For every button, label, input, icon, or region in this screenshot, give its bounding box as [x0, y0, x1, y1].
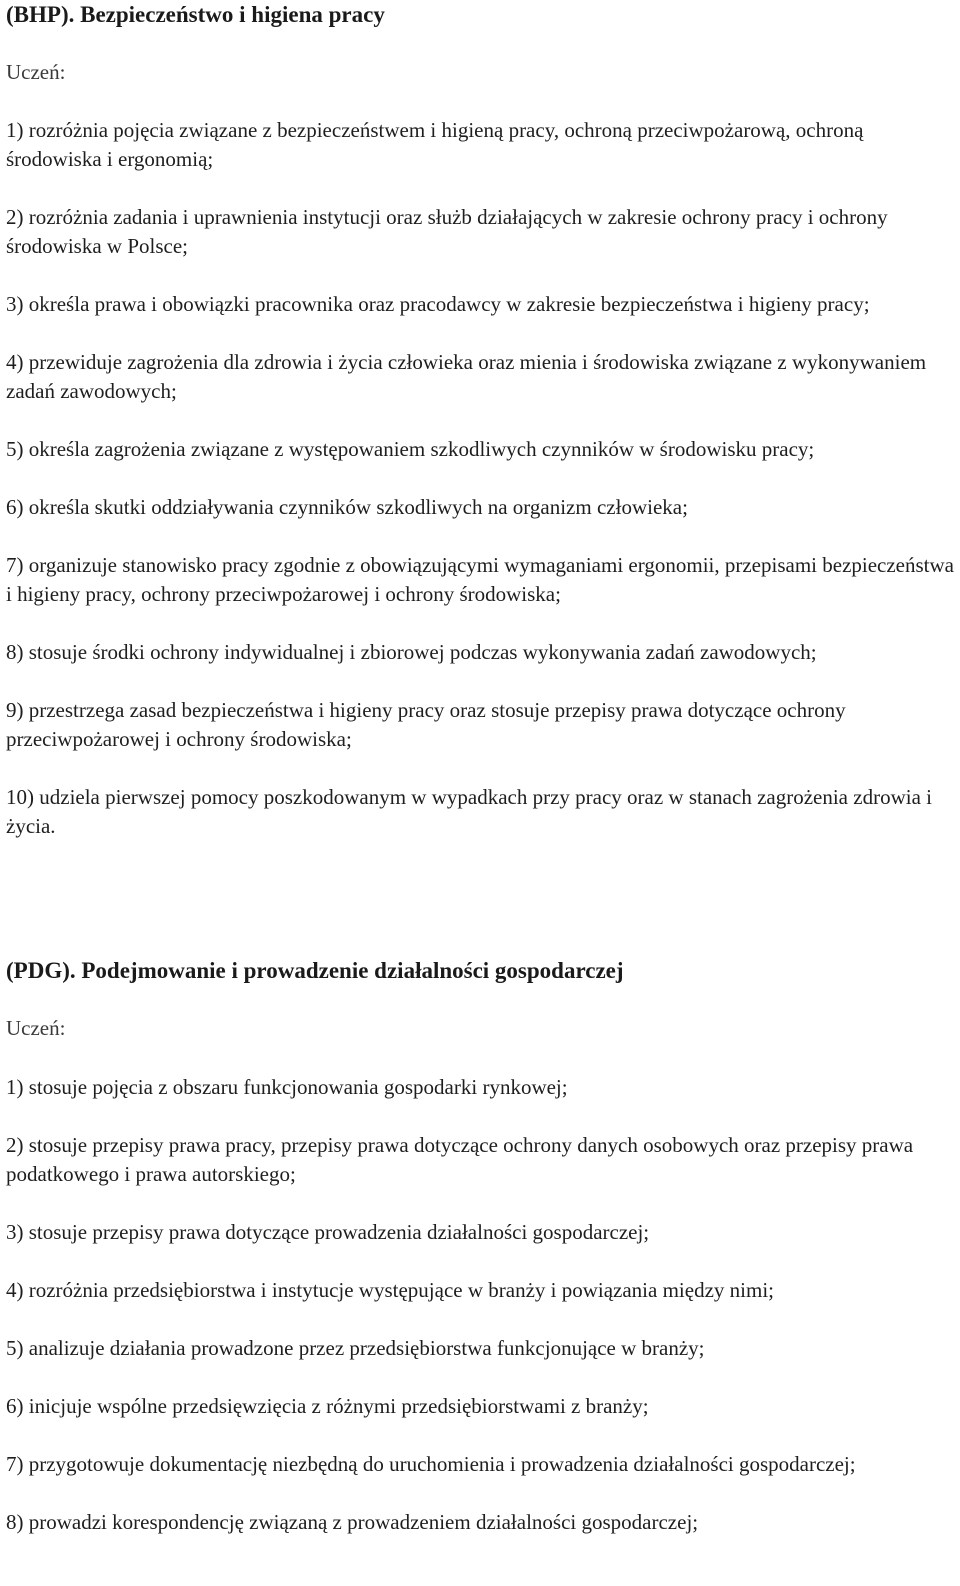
section-title: Bezpieczeństwo i higiena pracy: [80, 2, 385, 27]
list-item: 7) organizuje stanowisko pracy zgodnie z obowiązującymi wymaganiami ergonomii, przepisami bezpieczeństwa i higieny pracy, ochrony przeciwpożarowej i ochrony środowiska;: [6, 553, 954, 606]
outcomes-list-bhp: [6, 116, 956, 870]
list-item: 1) stosuje pojęcia z obszaru funkcjonowania gospodarki rynkowej;: [6, 1075, 568, 1099]
list-item: 5) określa zagrożenia związane z występowaniem szkodliwych czynników w środowisku pracy;: [6, 437, 815, 461]
learner-label: Uczeń:: [6, 60, 66, 84]
list-item: 6) określa skutki oddziaływania czynników szkodliwych na organizm człowieka;: [6, 495, 688, 519]
list-item: 9) przestrzega zasad bezpieczeństwa i higieny pracy oraz stosuje przepisy prawa dotyczące ochrony przeciwpożarowej i ochrony środowiska;: [6, 698, 846, 751]
outcomes-list-pdg: [6, 1073, 956, 1566]
list-item: 10) udziela pierwszej pomocy poszkodowanym w wypadkach przy pracy oraz w stanach zagrożenia zdrowia i życia.: [6, 785, 932, 838]
list-item: 4) przewiduje zagrożenia dla zdrowia i życia człowieka oraz mienia i środowiska związane z wykonywaniem zadań zawodowych;: [6, 350, 927, 403]
section-title: Podejmowanie i prowadzenie działalności gospodarczej: [81, 958, 624, 983]
section-heading-bhp: [6, 0, 385, 29]
list-item: 3) stosuje przepisy prawa dotyczące prowadzenia działalności gospodarczej;: [6, 1220, 650, 1244]
list-item: 4) rozróżnia przedsiębiorstwa i instytucje występujące w branży i powiązania między nimi;: [6, 1278, 774, 1302]
learner-label: Uczeń:: [6, 1016, 66, 1040]
section-code: (PDG).: [6, 958, 76, 983]
list-item: 1) rozróżnia pojęcia związane z bezpieczeństwem i higieną pracy, ochroną przeciwpożarową, ochroną środowiska i ergonomią;: [6, 118, 864, 171]
section-heading-pdg: [6, 956, 624, 985]
list-item: 8) stosuje środki ochrony indywidualnej i zbiorowej podczas wykonywania zadań zawodowych;: [6, 640, 817, 664]
list-item: 7) przygotowuje dokumentację niezbędną do uruchomienia i prowadzenia działalności gospodarczej;: [6, 1452, 856, 1476]
list-item: 2) stosuje przepisy prawa pracy, przepisy prawa dotyczące ochrony danych osobowych oraz przepisy prawa podatkowego i prawa autorskiego;: [6, 1133, 914, 1186]
list-item: 2) rozróżnia zadania i uprawnienia instytucji oraz służb działających w zakresie ochrony pracy i ochrony środowiska w Polsce;: [6, 205, 888, 258]
list-item: 3) określa prawa i obowiązki pracownika oraz pracodawcy w zakresie bezpieczeństwa i higieny pracy;: [6, 292, 870, 316]
list-item: 8) prowadzi korespondencję związaną z prowadzeniem działalności gospodarczej;: [6, 1510, 699, 1534]
section-code: (BHP).: [6, 2, 75, 27]
list-item: 6) inicjuje wspólne przedsięwzięcia z różnymi przedsiębiorstwami z branży;: [6, 1394, 649, 1418]
list-item: 5) analizuje działania prowadzone przez przedsiębiorstwa funkcjonujące w branży;: [6, 1336, 705, 1360]
